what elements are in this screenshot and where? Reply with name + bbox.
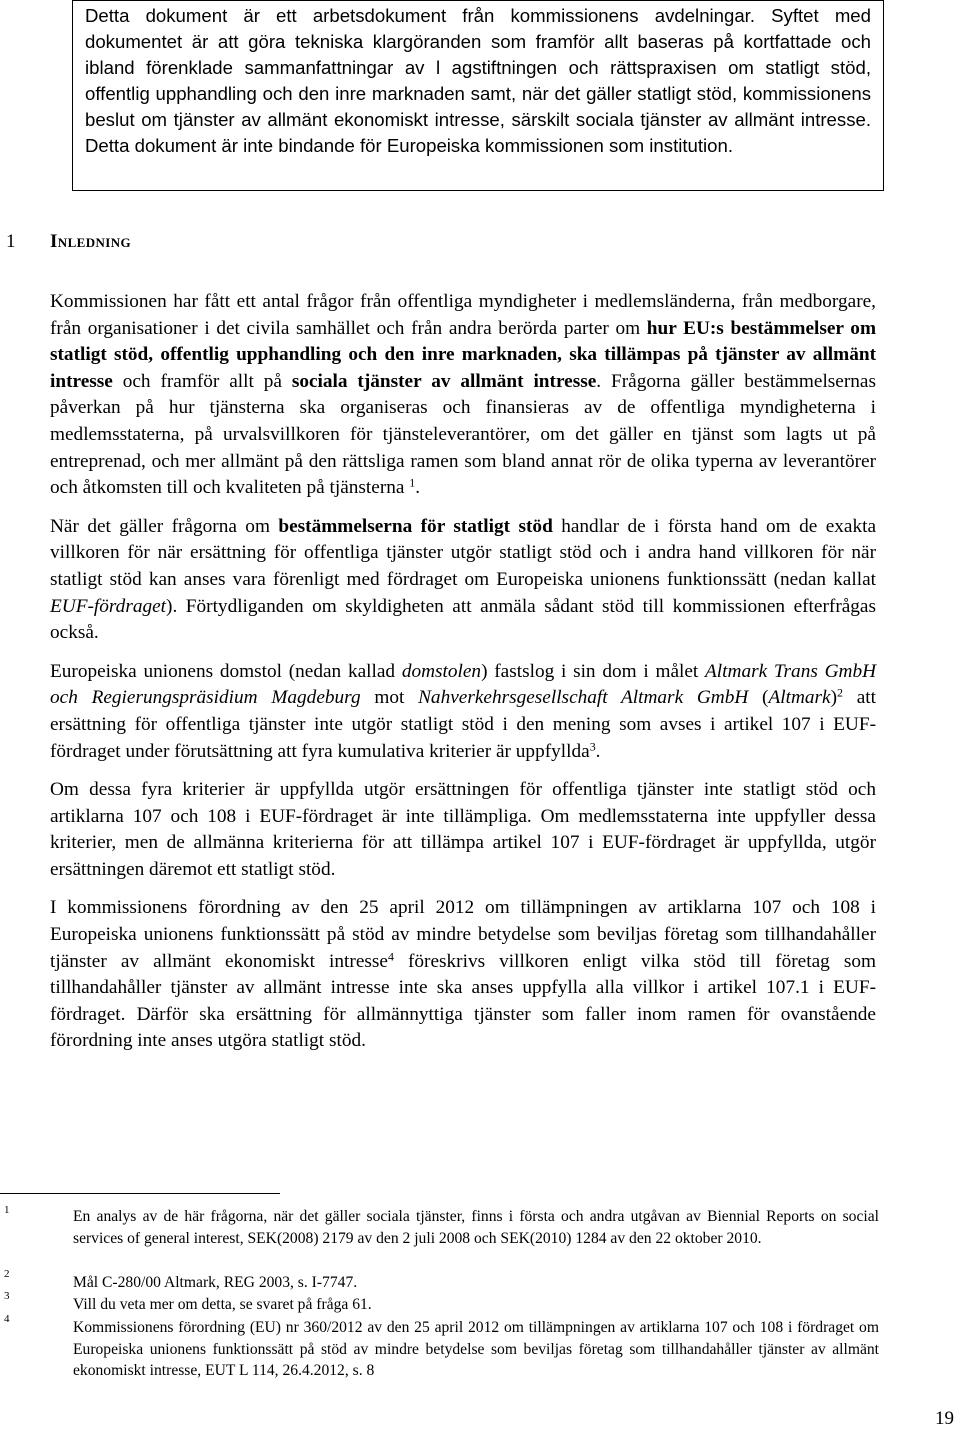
footnote-number: 3: [4, 1290, 10, 1302]
disclaimer-text: Detta dokument är ett arbetsdokument från kommissionens avdelningar. Syftet med dokumentet är att göra tekniska klargöranden som framför allt baseras på kortfattade och ibland förenklade sammanfattningar av l agstiftningen och rättspraxisen om statligt stöd, offentlig upphandling och den inre marknaden samt, när det gäller statligt stöd, kommissionens beslut om tjänster av allmänt ekonomiskt intresse, särskilt sociala tjänster av allmänt intresse. Detta dokument är inte bindande för Europeiska kommissionen som institution.: [85, 5, 871, 156]
paragraph-2: När det gäller frågorna om bestämmelserna för statligt stöd handlar de i första hand om de exakta villkoren för när ersättning för offentliga tjänster utgör statligt stöd och i andra hand villkoren för när statligt stöd kan anses vara förenligt med fördraget om Europeiska unionens funktionssätt (nedan kallat EUF-fördraget). Förtydliganden om skyldigheten att anmäla sådant stöd till kommissionen efterfrågas också.: [50, 515, 877, 644]
page-number: 19: [935, 1408, 954, 1429]
paragraph-3: Europeiska unionens domstol (nedan kallad domstolen) fastslog i sin dom i målet Altmark Trans GmbH och Regierungspräsidium Magdeburg mot Nahverkehrsgesellschaft Altmark GmbH (Altmark)$^2$ att ersättning för offentliga tjänster inte utgör statligt stöd i den mening som avses i artikel 107 i EUF-fördraget under förutsättning att fyra kumulativa kriterier är uppfyllda$^3$.: [50, 660, 877, 762]
footnote-number: 1: [4, 1204, 10, 1216]
footnote-ref-1: 1: [409, 475, 416, 490]
footnote-ref-4: 4: [387, 949, 394, 964]
footnote-ref-2: 2: [837, 685, 843, 700]
section-number: 1: [6, 231, 16, 252]
footnote-number: 2: [4, 1268, 10, 1280]
paragraph-4: Om dessa fyra kriterier är uppfyllda utgör ersättningen för offentliga tjänster inte statligt stöd och artiklarna 107 och 108 i EUF-fördraget är inte tillämpliga. Om medlemsstaterna inte uppfyller dessa kriterier, men de allmänna kriterierna för att tillämpa artikel 107 i EUF-fördraget är uppfyllda, utgör ersättningen däremot ett statligt stöd.: [50, 779, 876, 880]
footnote-ref-3: 3: [589, 738, 596, 753]
body-text: [50, 289, 876, 1067]
paragraph-5: I kommissionens förordning av den 25 april 2012 om tillämpningen av artiklarna 107 och 108 i Europeiska unionens funktionssätt på stöd av mindre betydelse som beviljas företag som tillhandahåller tjänster av allmänt ekonomiskt intresse$^4$ föreskrivs villkoren enligt vilka stöd till företag som tillhandahåller tjänster av allmänt intresse inte ska anses uppfylla alla villkor i artikel 107.1 i EUF-fördraget. Därför ska ersättning för allmännyttiga tjänster som faller inom ramen för ovanstående förordning inte anses utgöra statligt stöd.: [50, 897, 876, 1052]
footnote-number: 4: [4, 1313, 10, 1325]
footnote-text: Vill du veta mer om detta, se svaret på fråga 61.: [73, 1296, 372, 1313]
footnote-separator: [0, 1193, 280, 1194]
disclaimer-box: [72, 0, 884, 191]
section-heading: [0, 231, 400, 255]
section-title: Inledning: [50, 231, 132, 252]
paragraph-1: Kommissionen har fått ett antal frågor från offentliga myndigheter i medlemsländerna, från medborgare, från organisationer i det civila samhället och från andra berörda parter om hur EU:s bestämmelser om statligt stöd, offentlig upphandling och den inre marknaden, ska tillämpas på tjänster av allmänt intresse och framför allt på sociala tjänster av allmänt intresse. Frågorna gäller bestämmelsernas påverkan på hur tjänsterna ska organiseras och finansieras av de offentliga myndigheterna i medlemsstaterna, på urvalsvillkoren för tjänsteleverantörer, om det gäller en tjänst som lagts ut på entreprenad, och mer allmänt på den rättsliga ramen som bland annat rör de olika typerna av leverantörer och åtkomsten till och kvaliteten på tjänsterna $^1$.: [50, 291, 877, 499]
footnote-text: Mål C-280/00 Altmark, REG 2003, s. I-7747.: [73, 1274, 358, 1291]
footnote-text: En analys av de här frågorna, när det gäller sociala tjänster, finns i första och andra utgåvan av Biennial Reports on social services of general interest, SEK(2008) 2179 av den 2 juli 2008 och SEK(2010) 1284 av den 22 oktober 2010.: [73, 1208, 879, 1247]
footnote-text: Kommissionens förordning (EU) nr 360/2012 av den 25 april 2012 om tillämpningen av artiklarna 107 och 108 i fördraget om Europeiska unionens funktionssätt på stöd av mindre betydelse som beviljas företag som tillhandahåller tjänster av allmänt ekonomiskt intresse, EUT L 114, 26.4.2012, s. 8: [73, 1319, 879, 1379]
